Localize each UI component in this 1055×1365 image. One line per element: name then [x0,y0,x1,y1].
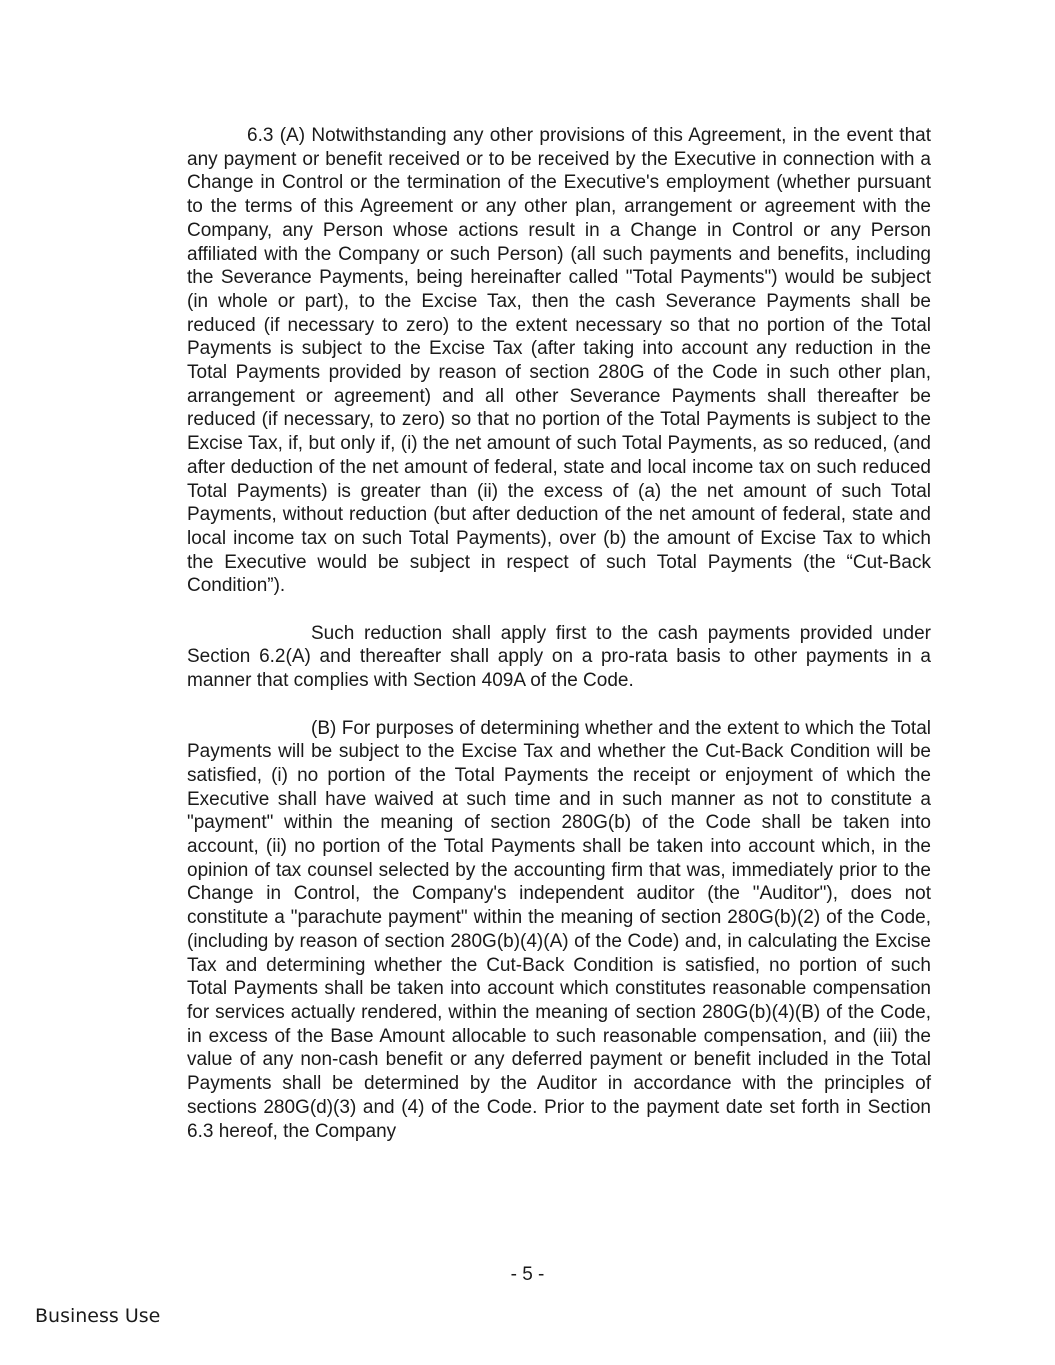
page-number: - 5 - [510,1264,545,1285]
classification-footer: Business Use [35,1305,161,1327]
paragraph-6-3-b: (B) For purposes of determining whether and the extent to which the Total Payments will be subject to the Excise Tax and whether the Cut-Back Condition will be satisfied, (i) no portion of the Total Payments the receipt or enjoyment of which the Executive shall have waived at such time and in such manner as not to constitute a "payment" within the meaning of section 280G(b) of the Code shall be taken into account, (ii) no portion of the Total Payments shall be taken into account which, in the opinion of tax counsel selected by the accounting firm that was, immediately prior to the Change in Control, the Company's independent auditor (the "Auditor"), does not constitute a "parachute payment" within the meaning of section 280G(b)(2) of the Code, (including by reason of section 280G(b)(4)(A) of the Code) and, in calculating the Excise Tax and determining whether the Cut-Back Condition is satisfied, no portion of such Total Payments shall be taken into account which constitutes reasonable compensation for services actually rendered, within the meaning of section 280G(b)(4)(B) of the Code, in excess of the Base Amount allocable to such reasonable compensation, and (iii) the value of any non-cash benefit or any deferred payment or benefit included in the Total Payments shall be determined by the Auditor in accordance with the principles of sections 280G(d)(3) and (4) of the Code. Prior to the payment date set forth in Section 6.3 hereof, the Company [187,717,931,1142]
document-body [187,124,931,1167]
paragraph-reduction-order: Such reduction shall apply first to the cash payments provided under Section 6.2(A) and thereafter shall apply on a pro-rata basis to other payments in a manner that complies with Section 409A of the Code. [187,622,931,692]
paragraph-6-3-a: 6.3 (A) Notwithstanding any other provisions of this Agreement, in the event that any payment or benefit received or to be received by the Executive in connection with a Change in Control or the termination of the Executive's employment (whether pursuant to the terms of this Agreement or any other plan, arrangement or agreement with the Company, any Person whose actions result in a Change in Control or any Person affiliated with the Company or such Person) (all such payments and benefits, including the Severance Payments, being hereinafter called "Total Payments") would be subject (in whole or part), to the Excise Tax, then the cash Severance Payments shall be reduced (if necessary to zero) to the extent necessary so that no portion of the Total Payments is subject to the Excise Tax (after taking into account any reduction in the Total Payments provided by reason of section 280G of the Code in such other plan, arrangement or agreement) and all other Severance Payments shall thereafter be reduced (if necessary, to zero) so that no portion of the Total Payments is subject to the Excise Tax, if, but only if, (i) the net amount of such Total Payments, as so reduced, (and after deduction of the net amount of federal, state and local income tax on such reduced Total Payments) is greater than (ii) the excess of (a) the net amount of such Total Payments, without reduction (but after deduction of the net amount of federal, state and local income tax on such Total Payments), over (b) the amount of Excise Tax to which the Executive would be subject in respect of such Total Payments (the “Cut-Back Condition”). [187,125,931,597]
